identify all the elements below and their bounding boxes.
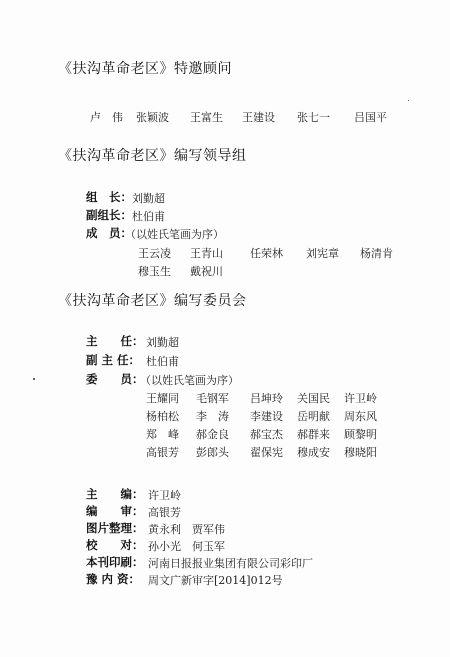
- member-name: 穆玉生: [138, 265, 171, 278]
- committee-members-note: （以姓氏笔画为序）: [140, 374, 239, 387]
- member-name: 王青山: [190, 247, 223, 260]
- member-name: 高银芳: [146, 446, 179, 459]
- member-name: 穆成安: [297, 446, 330, 459]
- member-name: 穆晓阳: [344, 446, 377, 459]
- credit-value-chief-editor: 许卫岭: [148, 489, 181, 502]
- vice-director-label: 副 主 任：: [86, 353, 141, 367]
- committee-members-label: 委 员：: [86, 372, 144, 386]
- advisor-name: 卢 伟: [90, 111, 123, 124]
- credit-value-proofreader: 孙小光 何玉军: [148, 540, 225, 553]
- member-name: 杨柏松: [146, 410, 179, 423]
- member-name: 郝宝杰: [250, 428, 283, 441]
- credit-value-photos: 黄永利 贾军伟: [148, 523, 225, 536]
- member-name: 李建设: [250, 410, 283, 423]
- director-name: 刘勤超: [146, 336, 179, 349]
- credit-label-reviewer: 编 审：: [86, 504, 144, 518]
- member-name: 郝金良: [196, 428, 229, 441]
- credit-label-proofreader: 校 对：: [86, 538, 144, 552]
- vice-director-name: 杜伯甫: [146, 355, 179, 368]
- member-name: 刘宪章: [306, 247, 339, 260]
- committee-heading: 《扶沟革命老区》编写委员会: [58, 293, 247, 309]
- member-name: 关国民: [297, 392, 330, 405]
- member-name: 周东风: [344, 410, 377, 423]
- member-name: 许卫岭: [344, 392, 377, 405]
- member-name: 杨清肯: [360, 247, 393, 260]
- member-name: 王云凌: [138, 247, 171, 260]
- advisors-heading: 《扶沟革命老区》特邀顾问: [58, 61, 232, 77]
- credit-label-photos: 图片整理：: [86, 521, 144, 535]
- member-name: 戴祝川: [190, 265, 223, 278]
- advisor-name: 王建设: [242, 111, 275, 124]
- advisor-name: 吕国平: [354, 111, 387, 124]
- member-name: 彭郎头: [196, 446, 229, 459]
- advisor-name: 王富生: [190, 111, 223, 124]
- credit-label-printer: 本刊印刷：: [86, 555, 144, 569]
- member-name: 郝群来: [297, 428, 330, 441]
- leadership-heading: 《扶沟革命老区》编写领导组: [58, 148, 247, 164]
- member-name: 毛钢军: [196, 392, 229, 405]
- credit-label-chief-editor: 主 编：: [86, 487, 144, 501]
- leader-name: 刘勤超: [132, 192, 165, 205]
- credit-label-permit: 豫 内 资：: [86, 572, 141, 586]
- leadership-members-note: （以姓氏笔画为序）: [125, 228, 224, 241]
- scan-speck: [33, 378, 35, 380]
- credit-value-printer: 河南日报报业集团有限公司彩印厂: [148, 557, 313, 570]
- advisor-name: 张七一: [297, 111, 330, 124]
- member-name: 岳明献: [297, 410, 330, 423]
- member-name: 李 涛: [196, 410, 229, 423]
- member-name: 王耀同: [146, 392, 179, 405]
- leadership-members-label: 成 员：: [86, 226, 132, 240]
- deputy-name: 杜伯甫: [132, 210, 165, 223]
- leader-label: 组 长：: [86, 190, 132, 204]
- director-label: 主 任：: [86, 334, 144, 348]
- deputy-label: 副组长：: [86, 208, 132, 222]
- member-name: 翟保宪: [250, 446, 283, 459]
- member-name: 顾黎明: [344, 428, 377, 441]
- scan-speck: [408, 100, 409, 101]
- member-name: 吕坤玲: [250, 392, 283, 405]
- member-name: 郑 峰: [146, 428, 179, 441]
- member-name: 任荣林: [250, 247, 283, 260]
- credit-value-reviewer: 高银芳: [148, 506, 181, 519]
- advisor-name: 张颖波: [136, 111, 169, 124]
- credit-value-permit: 周文广新审字[2014]012号: [148, 574, 283, 587]
